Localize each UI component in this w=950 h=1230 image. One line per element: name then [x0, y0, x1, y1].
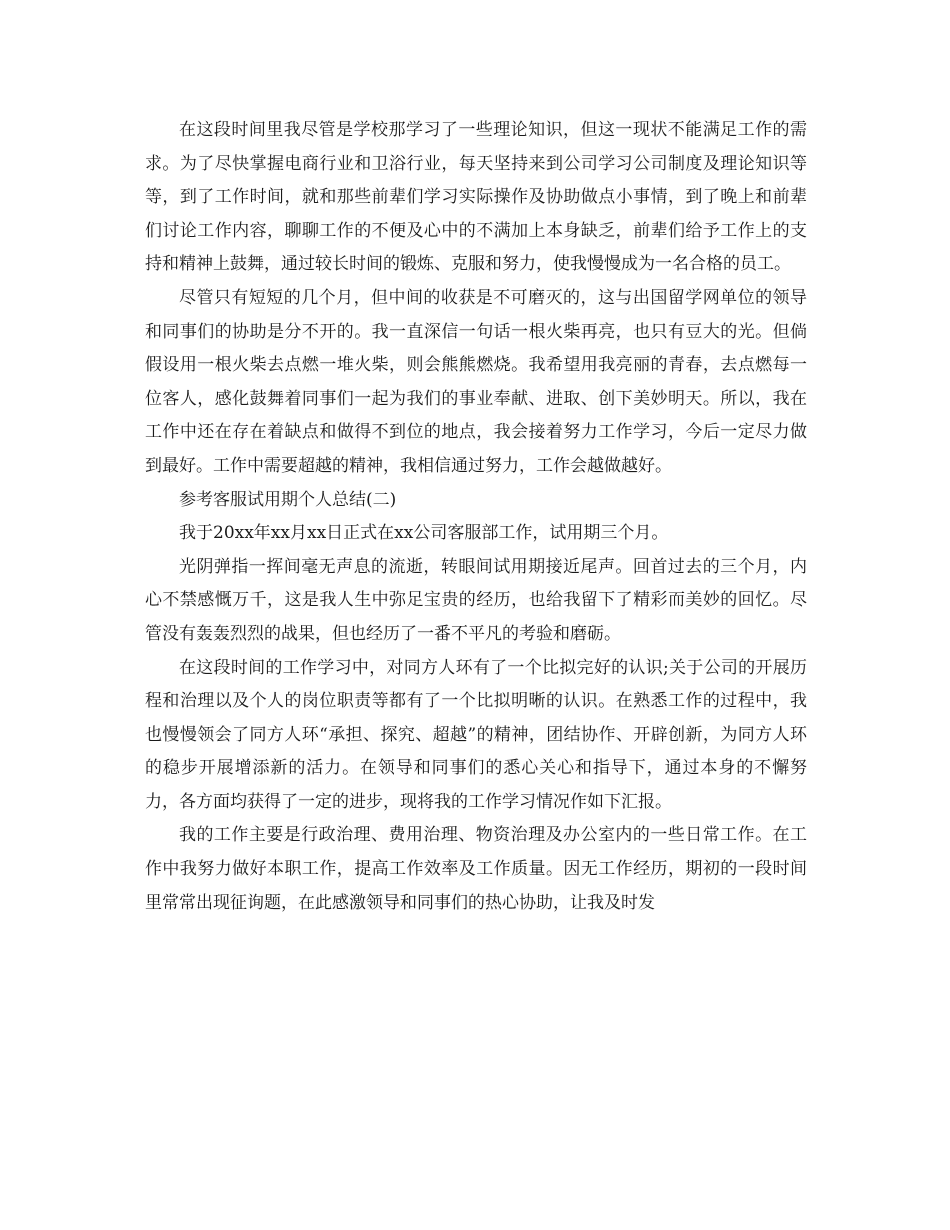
- paragraph-5: 在这段时间的工作学习中，对同方人环有了一个比拟完好的认识;关于公司的开展历程和治理以及个人的岗位职责等都有了一个比拟明晰的认识。在熟悉工作的过程中，我也慢慢领会了同方人环“承担、探究、超越”的精神，团结协作、开辟创新，为同方人环的稳步开展增添新的活力。在领导和同事们的悉心关心和指导下，通过本身的不懈努力，各方面均获得了一定的进步，现将我的工作学习情况作如下汇报。: [145, 657, 807, 812]
- section-heading: 参考客服试用期个人总结(二): [179, 489, 397, 510]
- document-body: [145, 114, 807, 920]
- paragraph-4: 光阴弹指一挥间毫无声息的流逝，转眼间试用期接近尾声。回首过去的三个月，内心不禁感慨万千，这是我人生中弥足宝贵的经历，也给我留下了精彩而美妙的回忆。尽管没有轰轰烈烈的战果，但也经历了一番不平凡的考验和磨砺。: [145, 556, 807, 644]
- paragraph-1: 在这段时间里我尽管是学校那学习了一些理论知识，但这一现状不能满足工作的需求。为了尽快掌握电商行业和卫浴行业，每天坚持来到公司学习公司制度及理论知识等等，到了工作时间，就和那些前辈们学习实际操作及协助做点小事情，到了晚上和前辈们讨论工作内容，聊聊工作的不便及心中的不满加上本身缺乏，前辈们给予工作上的支持和精神上鼓舞，通过较长时间的锻炼、克服和努力，使我慢慢成为一名合格的员工。: [145, 120, 807, 275]
- paragraph-2: 尽管只有短短的几个月，但中间的收获是不可磨灭的，这与出国留学网单位的领导和同事们的协助是分不开的。我一直深信一句话一根火柴再亮，也只有豆大的光。但倘假设用一根火柴去点燃一堆火柴，则会熊熊燃烧。我希望用我亮丽的青春，去点燃每一位客人，感化鼓舞着同事们一起为我们的事业奉献、进取、创下美妙明天。所以，我在工作中还在存在着缺点和做得不到位的地点，我会接着努力工作学习，今后一定尽力做到最好。工作中需要超越的精神，我相信通过努力，工作会越做越好。: [145, 287, 807, 476]
- paragraph-6: 我的工作主要是行政治理、费用治理、物资治理及办公室内的一些日常工作。在工作中我努力做好本职工作，提高工作效率及工作质量。因无工作经历，期初的一段时间里常常出现征询题，在此感激领导和同事们的热心协助，让我及时发: [145, 825, 807, 913]
- paragraph-3: 我于20xx年xx月xx日正式在xx公司客服部工作，试用期三个月。: [179, 523, 669, 544]
